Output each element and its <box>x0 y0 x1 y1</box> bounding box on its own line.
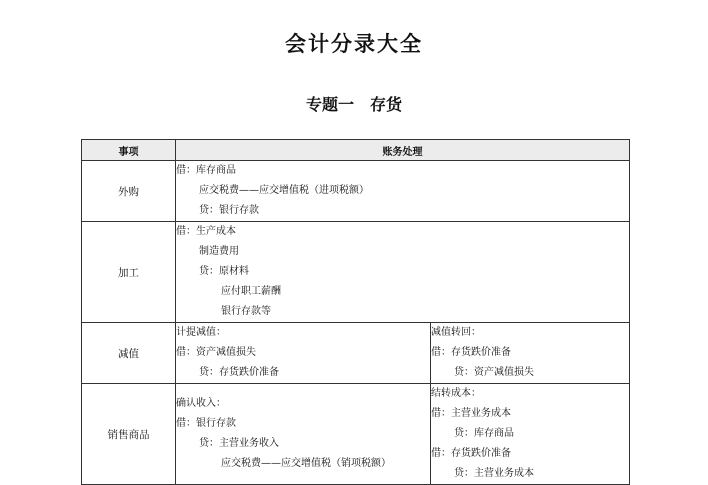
entry-line: 借：存货跌价准备 <box>431 347 511 358</box>
item-cell: 外购 <box>82 161 176 222</box>
table-row <box>82 161 630 222</box>
item-cell: 销售商品 <box>82 384 176 485</box>
entry-line: 借：主营业务成本 <box>431 408 511 419</box>
entry-line: 贷：存货跌价准备 <box>199 367 279 378</box>
table-header-row <box>82 140 630 161</box>
document-title: 会计分录大全 <box>285 31 423 56</box>
table-row <box>82 384 630 485</box>
entry-line: 结转成本： <box>431 388 481 399</box>
entry-line: 贷：库存商品 <box>454 428 514 439</box>
entry-cell-left <box>176 384 431 485</box>
entry-cell-right <box>431 384 630 485</box>
entry-line: 应交税费——应交增值税（销项税额） <box>221 458 391 469</box>
table-row <box>82 222 630 323</box>
entry-cell-right <box>431 323 630 384</box>
entry-line: 贷：主营业务收入 <box>199 438 279 449</box>
journal-entry-table <box>81 139 630 485</box>
entry-line: 应交税费——应交增值税（进项税额） <box>199 185 369 196</box>
entry-line: 借：银行存款 <box>176 418 236 429</box>
entry-cell <box>176 222 630 323</box>
table-row <box>82 323 630 384</box>
entry-line: 减值转回： <box>431 327 481 338</box>
header-treatment: 账务处理 <box>176 140 630 161</box>
section-title: 专题一 存货 <box>305 95 402 114</box>
entry-line: 借：资产减值损失 <box>176 347 256 358</box>
item-cell: 加工 <box>82 222 176 323</box>
entry-line: 贷：银行存款 <box>199 205 259 216</box>
header-item: 事项 <box>82 140 176 161</box>
entry-line: 应付职工薪酬 <box>221 286 281 297</box>
item-cell: 减值 <box>82 323 176 384</box>
page-edge-fade <box>632 300 708 481</box>
entry-line: 借：生产成本 <box>176 226 236 237</box>
entry-line: 贷：资产减值损失 <box>454 367 534 378</box>
entry-line: 借：库存商品 <box>176 165 236 176</box>
entry-line: 制造费用 <box>199 246 239 257</box>
entry-cell <box>176 161 630 222</box>
entry-line: 计提减值： <box>176 327 226 338</box>
entry-line: 贷：原材料 <box>199 266 249 277</box>
entry-line: 银行存款等 <box>221 306 271 317</box>
entry-line: 借：存货跌价准备 <box>431 448 511 459</box>
entry-cell-left <box>176 323 431 384</box>
entry-line: 贷：主营业务成本 <box>454 468 534 479</box>
entry-line: 确认收入： <box>176 398 226 409</box>
